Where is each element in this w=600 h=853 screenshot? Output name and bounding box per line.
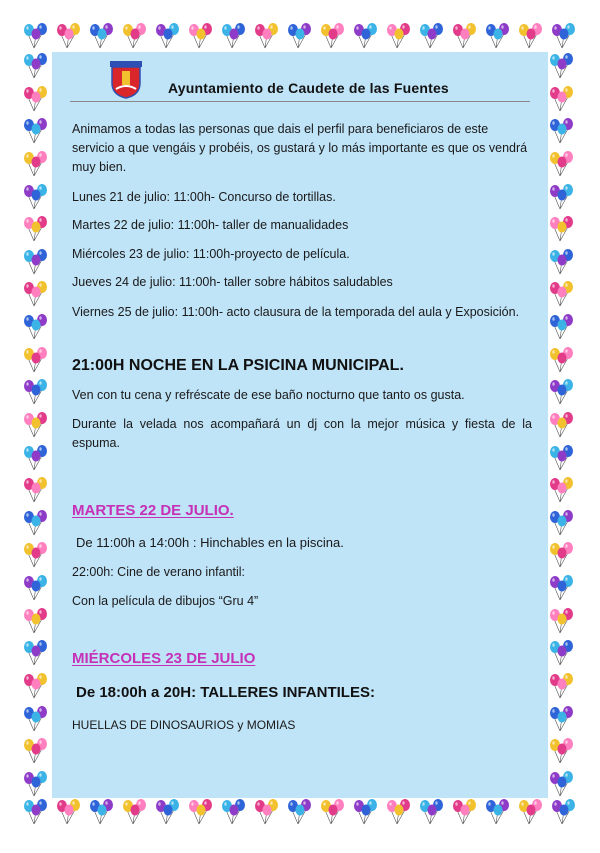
tuesday-item: De 11:00h a 14:00h : Hinchables en la piscina.: [76, 535, 344, 550]
balloon-icon: [22, 444, 50, 472]
balloon-icon: [286, 798, 314, 826]
balloon-icon: [22, 85, 50, 113]
night-pool-line: Ven con tu cena y refréscate de ese baño nocturno que tanto os gusta.: [72, 388, 465, 402]
balloon-icon: [22, 183, 50, 211]
balloon-icon: [548, 541, 576, 569]
wednesday-item: HUELLAS DE DINOSAURIOS y MOMIAS: [72, 718, 296, 732]
balloon-icon: [352, 798, 380, 826]
balloon-icon: [22, 639, 50, 667]
balloon-icon: [548, 52, 576, 80]
balloon-icon: [550, 798, 578, 826]
balloon-icon: [22, 313, 50, 341]
balloon-icon: [548, 705, 576, 733]
balloon-icon: [22, 280, 50, 308]
balloon-icon: [22, 248, 50, 276]
night-pool-title: 21:00H NOCHE EN LA PSICINA MUNICIPAL.: [72, 357, 404, 374]
balloon-icon: [88, 22, 116, 50]
balloon-icon: [55, 22, 83, 50]
balloon-icon: [22, 770, 50, 798]
tuesday-heading: MARTES 22 DE JULIO.: [72, 502, 234, 519]
balloon-icon: [548, 378, 576, 406]
night-pool-dj: Durante la velada nos acompañará un dj con la mejor música y fiesta de la espuma.: [72, 417, 532, 450]
balloon-icon: [22, 411, 50, 439]
balloon-icon: [253, 798, 281, 826]
balloon-icon: [548, 672, 576, 700]
balloon-icon: [286, 22, 314, 50]
page-title: Ayuntamiento de Caudete de las Fuentes: [168, 80, 449, 96]
balloon-icon: [548, 248, 576, 276]
balloon-icon: [55, 798, 83, 826]
balloon-icon: [187, 22, 215, 50]
tuesday-item: Con la película de dibujos “Gru 4”: [72, 594, 259, 608]
balloon-icon: [253, 22, 281, 50]
balloon-icon: [22, 798, 50, 826]
balloon-icon: [319, 22, 347, 50]
balloon-icon: [385, 22, 413, 50]
balloon-border-left: [22, 52, 52, 798]
balloon-icon: [352, 22, 380, 50]
balloon-icon: [451, 22, 479, 50]
balloon-icon: [550, 22, 578, 50]
balloon-icon: [548, 85, 576, 113]
balloon-icon: [22, 52, 50, 80]
schedule-item-tuesday: Martes 22 de julio: 11:00h- taller de manualidades: [72, 218, 349, 232]
balloon-icon: [22, 378, 50, 406]
town-crest-icon: [106, 59, 146, 99]
balloon-icon: [22, 346, 50, 374]
balloon-icon: [121, 798, 149, 826]
balloon-icon: [548, 574, 576, 602]
tuesday-item: 22:00h: Cine de verano infantil:: [72, 565, 246, 579]
balloon-icon: [548, 346, 576, 374]
balloon-icon: [418, 798, 446, 826]
balloon-icon: [418, 22, 446, 50]
balloon-icon: [548, 607, 576, 635]
balloon-icon: [22, 607, 50, 635]
balloon-icon: [548, 737, 576, 765]
balloon-icon: [548, 411, 576, 439]
balloon-icon: [154, 798, 182, 826]
balloon-icon: [548, 476, 576, 504]
schedule-item-thursday: Jueves 24 de julio: 11:00h- taller sobre hábitos saludables: [72, 275, 393, 289]
header-divider: [70, 101, 530, 102]
balloon-icon: [548, 444, 576, 472]
schedule-item-wednesday: Miércoles 23 de julio: 11:00h-proyecto de película.: [72, 247, 350, 261]
balloon-icon: [22, 737, 50, 765]
balloon-icon: [22, 476, 50, 504]
balloon-icon: [22, 705, 50, 733]
schedule-item-friday: Viernes 25 de julio: 11:00h- acto clausura de la temporada del aula y Exposición.: [72, 305, 520, 319]
balloon-icon: [22, 215, 50, 243]
balloon-border-top: [22, 22, 578, 52]
balloon-icon: [220, 22, 248, 50]
balloon-icon: [548, 183, 576, 211]
balloon-icon: [548, 215, 576, 243]
balloon-icon: [22, 150, 50, 178]
balloon-icon: [385, 798, 413, 826]
wednesday-heading: MIÉRCOLES 23 DE JULIO: [72, 650, 256, 667]
balloon-icon: [88, 798, 116, 826]
balloon-icon: [22, 509, 50, 537]
schedule-item-monday: Lunes 21 de julio: 11:00h- Concurso de tortillas.: [72, 190, 336, 204]
balloon-icon: [451, 798, 479, 826]
balloon-icon: [548, 509, 576, 537]
balloon-icon: [517, 798, 545, 826]
balloon-icon: [22, 117, 50, 145]
balloon-icon: [121, 22, 149, 50]
balloon-icon: [517, 22, 545, 50]
balloon-icon: [548, 117, 576, 145]
balloon-icon: [220, 798, 248, 826]
balloon-border-bottom: [22, 798, 578, 828]
balloon-border-right: [548, 52, 578, 798]
balloon-icon: [548, 280, 576, 308]
balloon-icon: [187, 798, 215, 826]
balloon-icon: [22, 22, 50, 50]
balloon-icon: [548, 770, 576, 798]
balloon-icon: [548, 639, 576, 667]
intro-paragraph: Animamos a todas las personas que dais el perfil para beneficiaros de este servicio a que vengáis y probéis, os gustará y lo más importante es que os vendrá muy bien.: [72, 122, 528, 174]
balloon-icon: [484, 798, 512, 826]
balloon-icon: [548, 313, 576, 341]
balloon-icon: [22, 541, 50, 569]
balloon-icon: [548, 150, 576, 178]
balloon-icon: [484, 22, 512, 50]
wednesday-subtitle: De 18:00h a 20H: TALLERES INFANTILES:: [76, 684, 375, 701]
balloon-icon: [22, 672, 50, 700]
balloon-icon: [319, 798, 347, 826]
balloon-icon: [22, 574, 50, 602]
balloon-icon: [154, 22, 182, 50]
